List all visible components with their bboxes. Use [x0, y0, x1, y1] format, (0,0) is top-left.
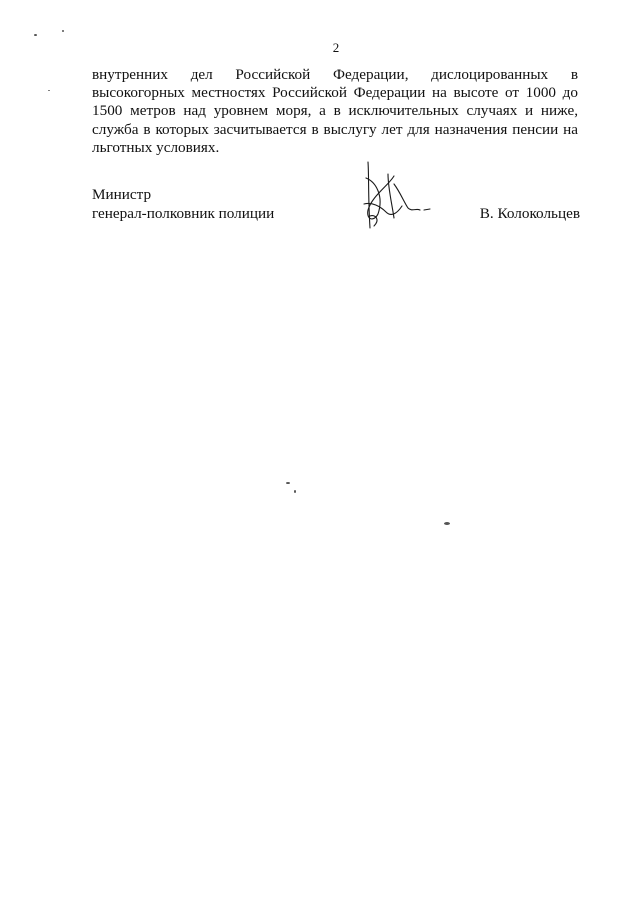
page-number: 2 [332, 40, 340, 55]
scan-speck [62, 30, 64, 32]
signature-block [92, 186, 580, 236]
body-paragraph: внутренних дел Российской Федерации, дислоцированных в высокогорных местностях Российской Федерации на высоте от 1000 до 1500 метров над уровнем моря, а в исключительных случаях и ниже, служба в которых засчитывается в выслугу лет для назначения пенсии на льготных условиях. [92, 66, 578, 156]
scan-speck [444, 522, 450, 525]
scan-speck [294, 490, 296, 493]
handwritten-signature [358, 156, 438, 236]
signatory-rank: генерал-полковник полиции [92, 204, 275, 222]
signatory-title [92, 186, 274, 223]
signatory-position: Министр [92, 186, 152, 203]
scan-speck [48, 90, 50, 91]
signatory-name: В. Колокольцев [479, 204, 580, 222]
scan-speck [286, 482, 290, 484]
scan-speck [34, 34, 37, 36]
